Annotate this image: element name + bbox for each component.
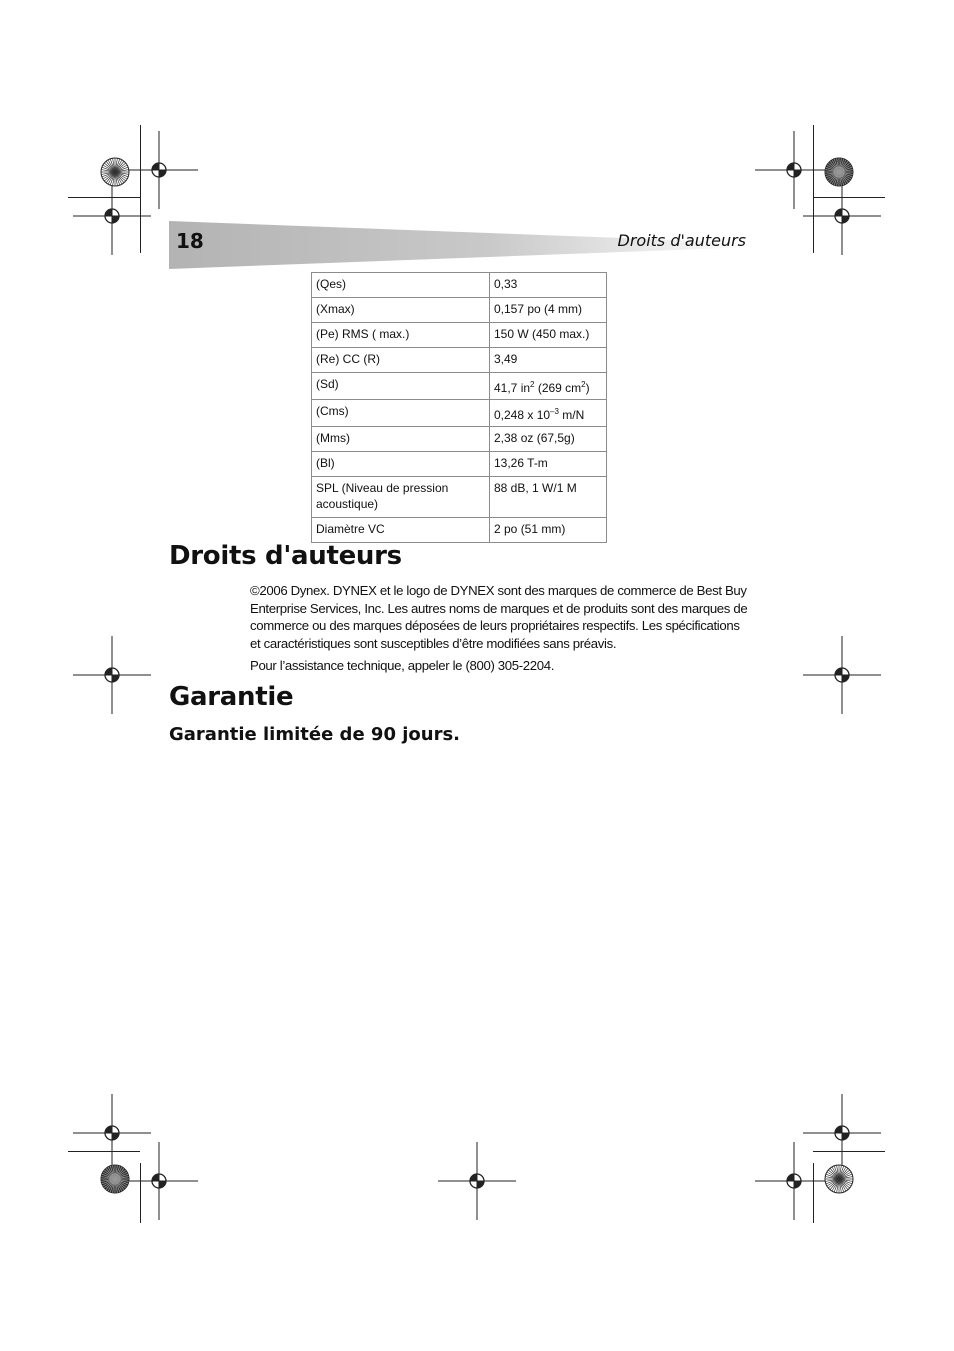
value-text: 0,248 x 10	[494, 408, 551, 422]
value-cell: 13,26 T-m	[490, 452, 607, 477]
registration-starburst-icon	[100, 1164, 130, 1194]
table-row	[312, 298, 607, 323]
table-row	[312, 427, 607, 452]
param-cell: (Bl)	[312, 452, 490, 477]
table-row	[312, 373, 607, 400]
registration-crosshair-icon	[754, 1141, 834, 1221]
param-cell: (Cms)	[312, 400, 490, 427]
superscript: –3	[550, 407, 559, 416]
page-number: 18	[176, 229, 204, 253]
table-row	[312, 273, 607, 298]
value-cell: 0,157 po (4 mm)	[490, 298, 607, 323]
superscript: 2	[530, 380, 535, 389]
param-cell: (Sd)	[312, 373, 490, 400]
running-head: Droits d'auteurs	[617, 231, 746, 250]
registration-crosshair-icon	[437, 1141, 517, 1221]
registration-starburst-icon	[100, 157, 130, 187]
value-text: )	[585, 381, 590, 395]
param-cell: (Pe) RMS ( max.)	[312, 323, 490, 348]
value-cell: 2 po (51 mm)	[490, 518, 607, 543]
table-row	[312, 323, 607, 348]
value-cell: 88 dB, 1 W/1 M	[490, 477, 607, 518]
table-row	[312, 452, 607, 477]
value-cell: 0,33	[490, 273, 607, 298]
value-text: (269 cm	[534, 381, 582, 395]
value-text: 41,7 in	[494, 381, 531, 395]
value-cell: 150 W (450 max.)	[490, 323, 607, 348]
param-cell: SPL (Niveau de pression acoustique)	[312, 477, 490, 518]
copyright-paragraph: ©2006 Dynex. DYNEX et le logo de DYNEX sont des marques de commerce de Best Buy Enterprise Services, Inc. Les autres noms de marques et de produits sont des marques de commerce ou des marques déposées de leurs propriétaires respectifs. Les spécifications et caractéristiques sont susceptibles d’être modifiées sans préavis.	[250, 583, 748, 651]
param-cell: (Qes)	[312, 273, 490, 298]
section-subheading-warranty: Garantie limitée de 90 jours.	[169, 724, 461, 745]
registration-crosshair-icon	[802, 635, 882, 715]
table-row	[312, 400, 607, 427]
table-row	[312, 348, 607, 373]
table-row	[312, 518, 607, 543]
spec-table	[311, 272, 607, 543]
param-cell: Diamètre VC	[312, 518, 490, 543]
value-cell	[490, 400, 607, 427]
table-row	[312, 477, 607, 518]
value-cell: 3,49	[490, 348, 607, 373]
registration-crosshair-icon	[72, 635, 152, 715]
param-cell: (Xmax)	[312, 298, 490, 323]
param-cell: (Re) CC (R)	[312, 348, 490, 373]
value-cell	[490, 373, 607, 400]
section-heading-warranty: Garantie	[169, 682, 294, 712]
registration-crosshair-icon	[119, 1141, 199, 1221]
registration-starburst-icon	[824, 157, 854, 187]
value-cell: 2,38 oz (67,5g)	[490, 427, 607, 452]
registration-crosshair-icon	[72, 176, 152, 256]
value-text: m/N	[558, 408, 585, 422]
param-cell: (Mms)	[312, 427, 490, 452]
support-paragraph: Pour l’assistance technique, appeler le (800) 305-2204.	[250, 658, 555, 673]
registration-starburst-icon	[824, 1164, 854, 1194]
section-heading-copyright: Droits d'auteurs	[169, 541, 402, 571]
superscript: 2	[581, 380, 586, 389]
registration-crosshair-icon	[802, 176, 882, 256]
